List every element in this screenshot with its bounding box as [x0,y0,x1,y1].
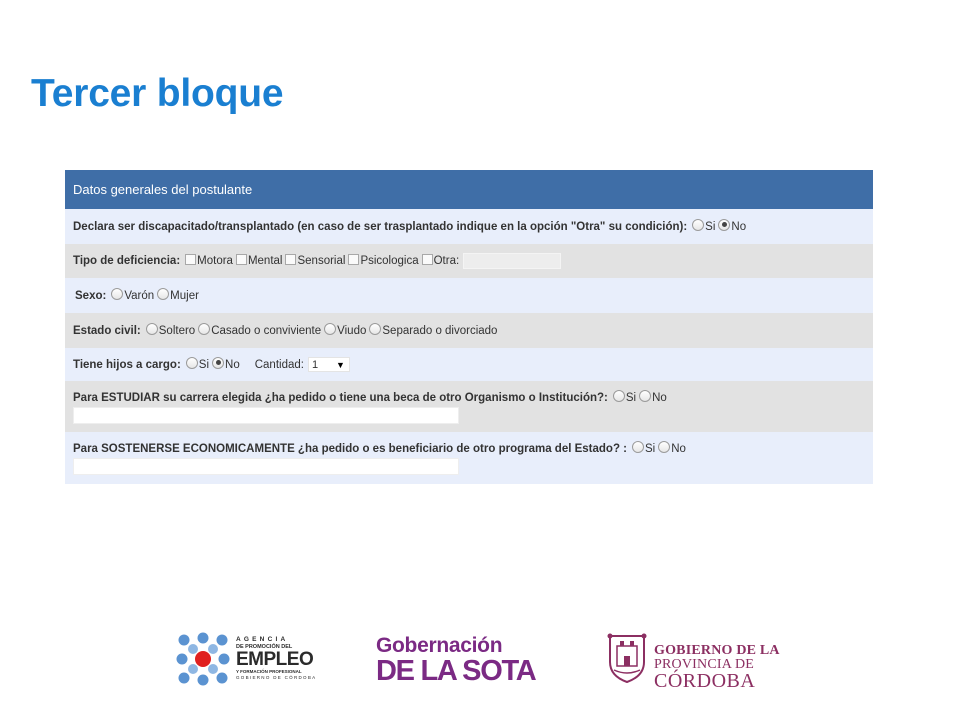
chevron-down-icon: ▼ [336,360,345,370]
discapacidad-row [65,209,873,244]
estudiar-si-radio[interactable] [613,390,625,402]
mental-checkbox[interactable] [236,254,247,265]
discapacidad-si-label: Si [705,220,716,233]
sensorial-checkbox[interactable] [285,254,296,265]
sexo-label: Sexo: [75,289,107,302]
sota-line2: DE LA SOTA [376,655,536,687]
psicologica-label: Psicologica [360,255,419,267]
mental-label: Mental [247,255,283,267]
slide-title: Tercer bloque [31,72,284,115]
cordoba-line1: GOBIERNO DE LA [654,643,780,658]
cantidad-value: 1 [311,359,319,371]
cordoba-line3: CÓRDOBA [654,670,756,692]
sexo-row [65,278,873,313]
form-header: Datos generales del postulante [65,170,873,209]
sostenerse-row [65,432,873,484]
estudiar-line [73,392,668,404]
sensorial-label: Sensorial [297,255,346,267]
hijos-si-radio[interactable] [186,357,198,369]
sostenerse-label: Para SOSTENERSE ECONOMICAMENTE ¿ha pedido o es beneficiario de otro programa del Estado? : [73,443,628,455]
empleo-line5: GOBIERNO DE CÓRDOBA [236,675,317,680]
motora-label: Motora [197,255,233,267]
estado-civil-row [65,313,873,348]
hijos-label: Tiene hijos a cargo: [73,358,181,371]
discapacidad-no-radio[interactable] [718,219,730,231]
cordoba-line2: PROVINCIA DE [654,657,755,672]
estudiar-si-label: Si [625,392,637,404]
discapacidad-no-label: No [731,220,747,233]
empleo-emblem-icon [176,632,230,686]
estudiar-no-radio[interactable] [639,390,651,402]
estudiar-detail-input[interactable] [73,407,459,424]
empleo-logo [176,630,321,690]
hijos-no-radio[interactable] [212,357,224,369]
sostenerse-no-radio[interactable] [658,441,670,453]
empleo-wordmark [236,636,326,681]
psicologica-checkbox[interactable] [348,254,359,265]
sostenerse-line [73,443,687,455]
sexo-mujer-label: Mujer [170,289,199,302]
soltero-radio[interactable] [146,323,158,335]
empleo-line4: Y FORMACIÓN PROFESIONAL [236,669,302,674]
discapacidad-label: Declara ser discapacitado/transplantado (en caso de ser trasplantado indique en la opción "Otra" su condición): [73,220,688,233]
sostenerse-detail-input[interactable] [73,458,459,475]
casado-label: Casado o conviviente [211,324,322,337]
separado-radio[interactable] [369,323,381,335]
otra-label: Otra: [433,255,460,267]
cantidad-label: Cantidad: [254,358,304,371]
sostenerse-no-label: No [671,443,686,455]
estudiar-label: Para ESTUDIAR su carrera elegida ¿ha pedido o tiene una beca de otro Organismo o Institución?: [73,392,608,404]
estudiar-no-label: No [652,392,667,404]
viudo-radio[interactable] [324,323,336,335]
cantidad-select[interactable] [308,357,350,372]
casado-radio[interactable] [198,323,210,335]
empleo-line3: EMPLEO [236,649,314,670]
sota-line1: Gobernación [376,634,503,657]
sexo-mujer-radio[interactable] [157,288,169,300]
postulante-form [65,170,873,484]
hijos-si-label: Si [198,358,210,371]
deficiencia-row [65,244,873,278]
cordoba-logo [606,630,786,690]
soltero-label: Soltero [158,324,196,337]
empleo-line2: DE PROMOCIÓN DEL [236,644,293,650]
deficiencia-label: Tipo de deficiencia: [73,255,181,267]
discapacidad-si-radio[interactable] [692,219,704,231]
separado-label: Separado o divorciado [382,324,498,337]
cordoba-wordmark [654,644,780,691]
motora-checkbox[interactable] [185,254,196,265]
otra-input[interactable] [463,253,561,269]
hijos-no-label: No [225,358,240,371]
viudo-label: Viudo [337,324,367,337]
sexo-varon-radio[interactable] [111,288,123,300]
sexo-varon-label: Varón [124,289,155,302]
footer-logos [0,620,960,700]
estudiar-row [65,381,873,432]
hijos-row [65,348,873,381]
sota-logo [376,635,576,690]
sostenerse-si-label: Si [645,443,656,455]
cordoba-shield-icon [606,632,648,684]
sostenerse-si-radio[interactable] [632,441,644,453]
empleo-line1: AGENCIA [236,636,289,643]
estado-civil-label: Estado civil: [73,324,141,337]
otra-checkbox[interactable] [422,254,433,265]
